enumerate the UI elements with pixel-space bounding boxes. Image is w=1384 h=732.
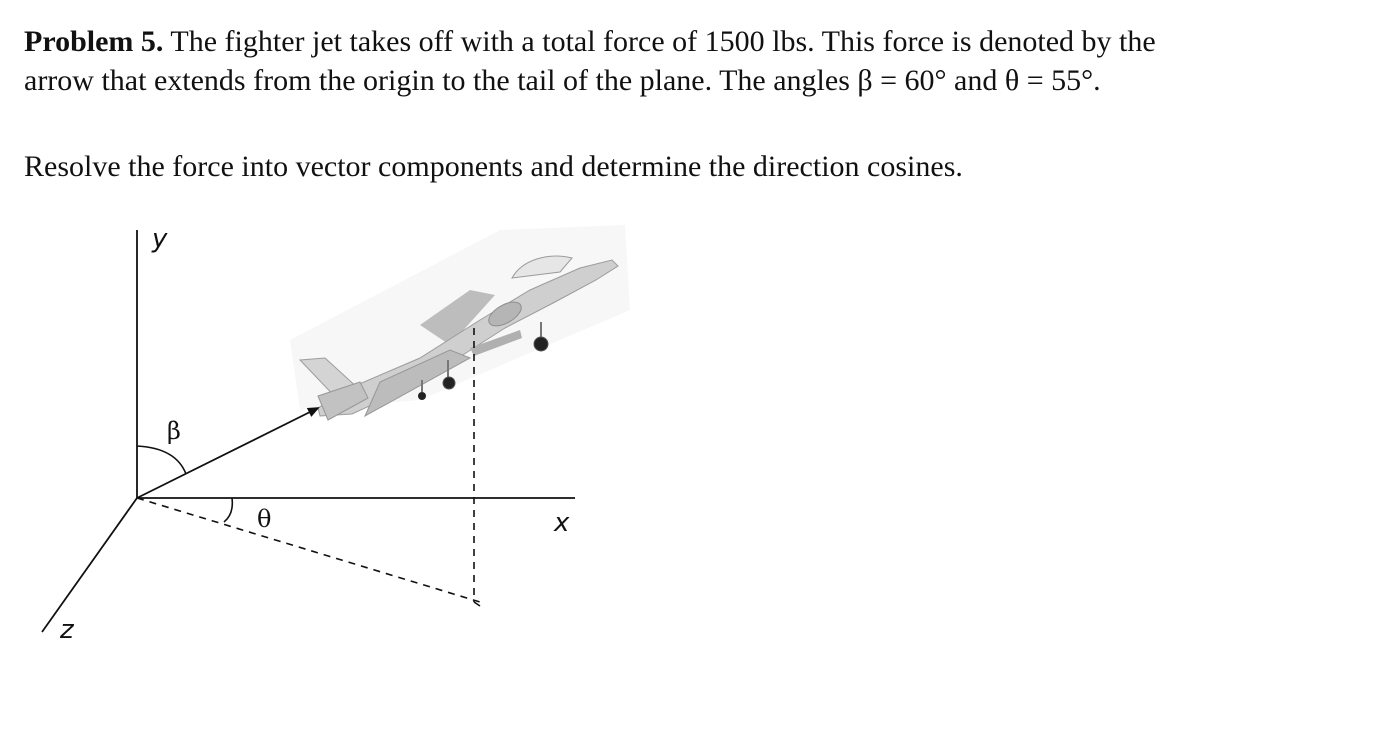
theta-label: θ bbox=[257, 505, 272, 533]
task-statement: Resolve the force into vector components and determine the direction cosines. bbox=[24, 150, 963, 183]
problem-line-1 bbox=[24, 22, 1369, 61]
force-diagram bbox=[0, 210, 680, 650]
beta-label: β bbox=[167, 417, 181, 445]
problem-statement bbox=[24, 22, 1369, 100]
fighter-jet-image bbox=[290, 225, 630, 420]
projection-line-base bbox=[137, 498, 480, 602]
y-axis-label: y bbox=[152, 224, 168, 254]
beta-arc bbox=[137, 446, 186, 474]
x-axis-label: x bbox=[554, 508, 570, 538]
theta-arc bbox=[224, 498, 232, 522]
problem-line-2: arrow that extends from the origin to the tail of the plane. The angles β = 60° and θ = 55°. bbox=[24, 64, 1101, 97]
problem-text-1: The fighter jet takes off with a total force of 1500 lbs. This force is denoted by the bbox=[170, 25, 1156, 58]
z-axis bbox=[42, 498, 137, 632]
z-axis-label: z bbox=[60, 615, 74, 645]
projection-line-tick bbox=[474, 602, 480, 606]
problem-label: Problem 5. bbox=[24, 25, 164, 58]
force-arrow bbox=[137, 408, 318, 498]
